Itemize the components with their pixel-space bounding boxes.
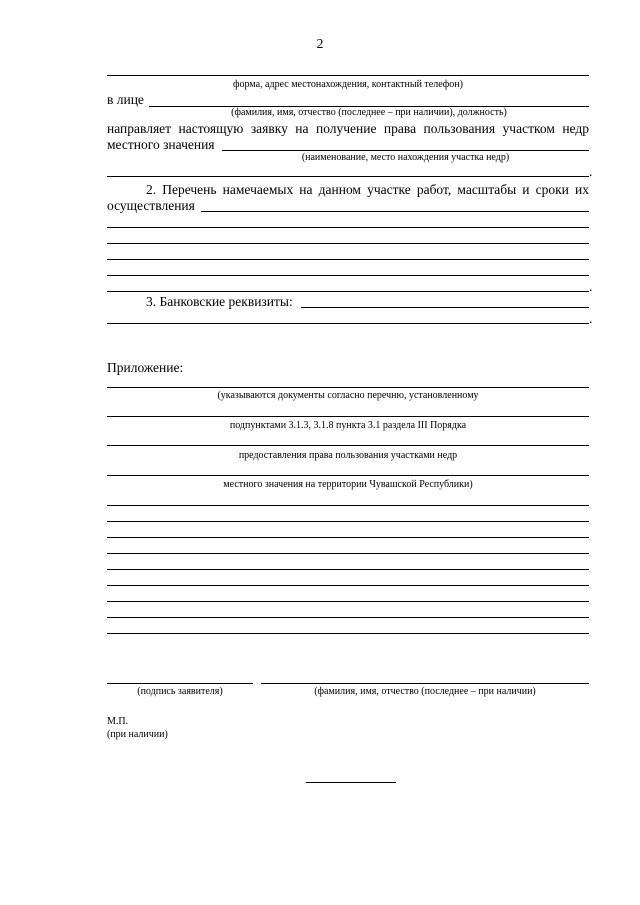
attachment-caption-2: подпунктами 3.1.3, 3.1.8 пункта 3.1 раздела III Порядка (229, 420, 467, 431)
period: . (589, 311, 593, 326)
period: . (589, 279, 593, 294)
fill-line (107, 537, 589, 538)
section-2-fill-line (201, 211, 589, 212)
fill-line (107, 275, 589, 276)
attachment-caption-4: местного значения на территории Чувашской Республики) (223, 479, 473, 490)
page-number: 2 (316, 36, 324, 51)
fill-line (107, 475, 589, 476)
section-2-heading: 2. Перечень намечаемых на данном участке работ, масштабы и сроки их (146, 182, 589, 197)
fill-line (107, 601, 589, 602)
attachment-caption-1: (указываются документы согласно перечню, установленному (217, 390, 479, 401)
fill-line (107, 416, 589, 417)
fill-line (107, 617, 589, 618)
period: . (589, 164, 593, 179)
fill-line (107, 585, 589, 586)
section-2-label: осуществления (107, 198, 195, 213)
fill-line (107, 323, 589, 324)
section-3-label: 3. Банковские реквизиты: (146, 294, 293, 309)
fill-line (107, 176, 589, 177)
caption-form-address: форма, адрес местонахождения, контактный телефон) (233, 79, 463, 90)
fill-line (107, 445, 589, 446)
request-line-2-label: местного значения (107, 137, 215, 152)
name-line (261, 683, 589, 684)
fill-line (107, 75, 589, 76)
caption-name: (фамилия, имя, отчество (последнее – при наличии) (314, 686, 536, 697)
fill-line (107, 569, 589, 570)
fill-line (107, 505, 589, 506)
signature-line (107, 683, 253, 684)
fill-line (107, 387, 589, 388)
fill-line (107, 243, 589, 244)
in-person-label: в лице (107, 92, 144, 107)
fill-line (107, 553, 589, 554)
stamp-note: (при наличии) (107, 729, 168, 740)
fill-line (107, 259, 589, 260)
caption-person: (фамилия, имя, отчество (последнее – при наличии), должность) (231, 107, 507, 118)
end-separator (306, 782, 396, 783)
request-line-1: направляет настоящую заявку на получение права пользования участком недр (107, 121, 589, 136)
stamp-label: М.П. (107, 716, 129, 727)
caption-site: (наименование, место нахождения участка недр) (301, 152, 510, 163)
attachment-caption-3: предоставления права пользования участками недр (238, 450, 458, 461)
fill-line (107, 633, 589, 634)
bank-fill-line (301, 307, 589, 308)
fill-line (107, 521, 589, 522)
attachment-title: Приложение: (107, 360, 184, 375)
fill-line (107, 227, 589, 228)
site-fill-line (222, 150, 589, 151)
caption-signature: (подпись заявителя) (137, 686, 223, 697)
fill-line (107, 291, 589, 292)
